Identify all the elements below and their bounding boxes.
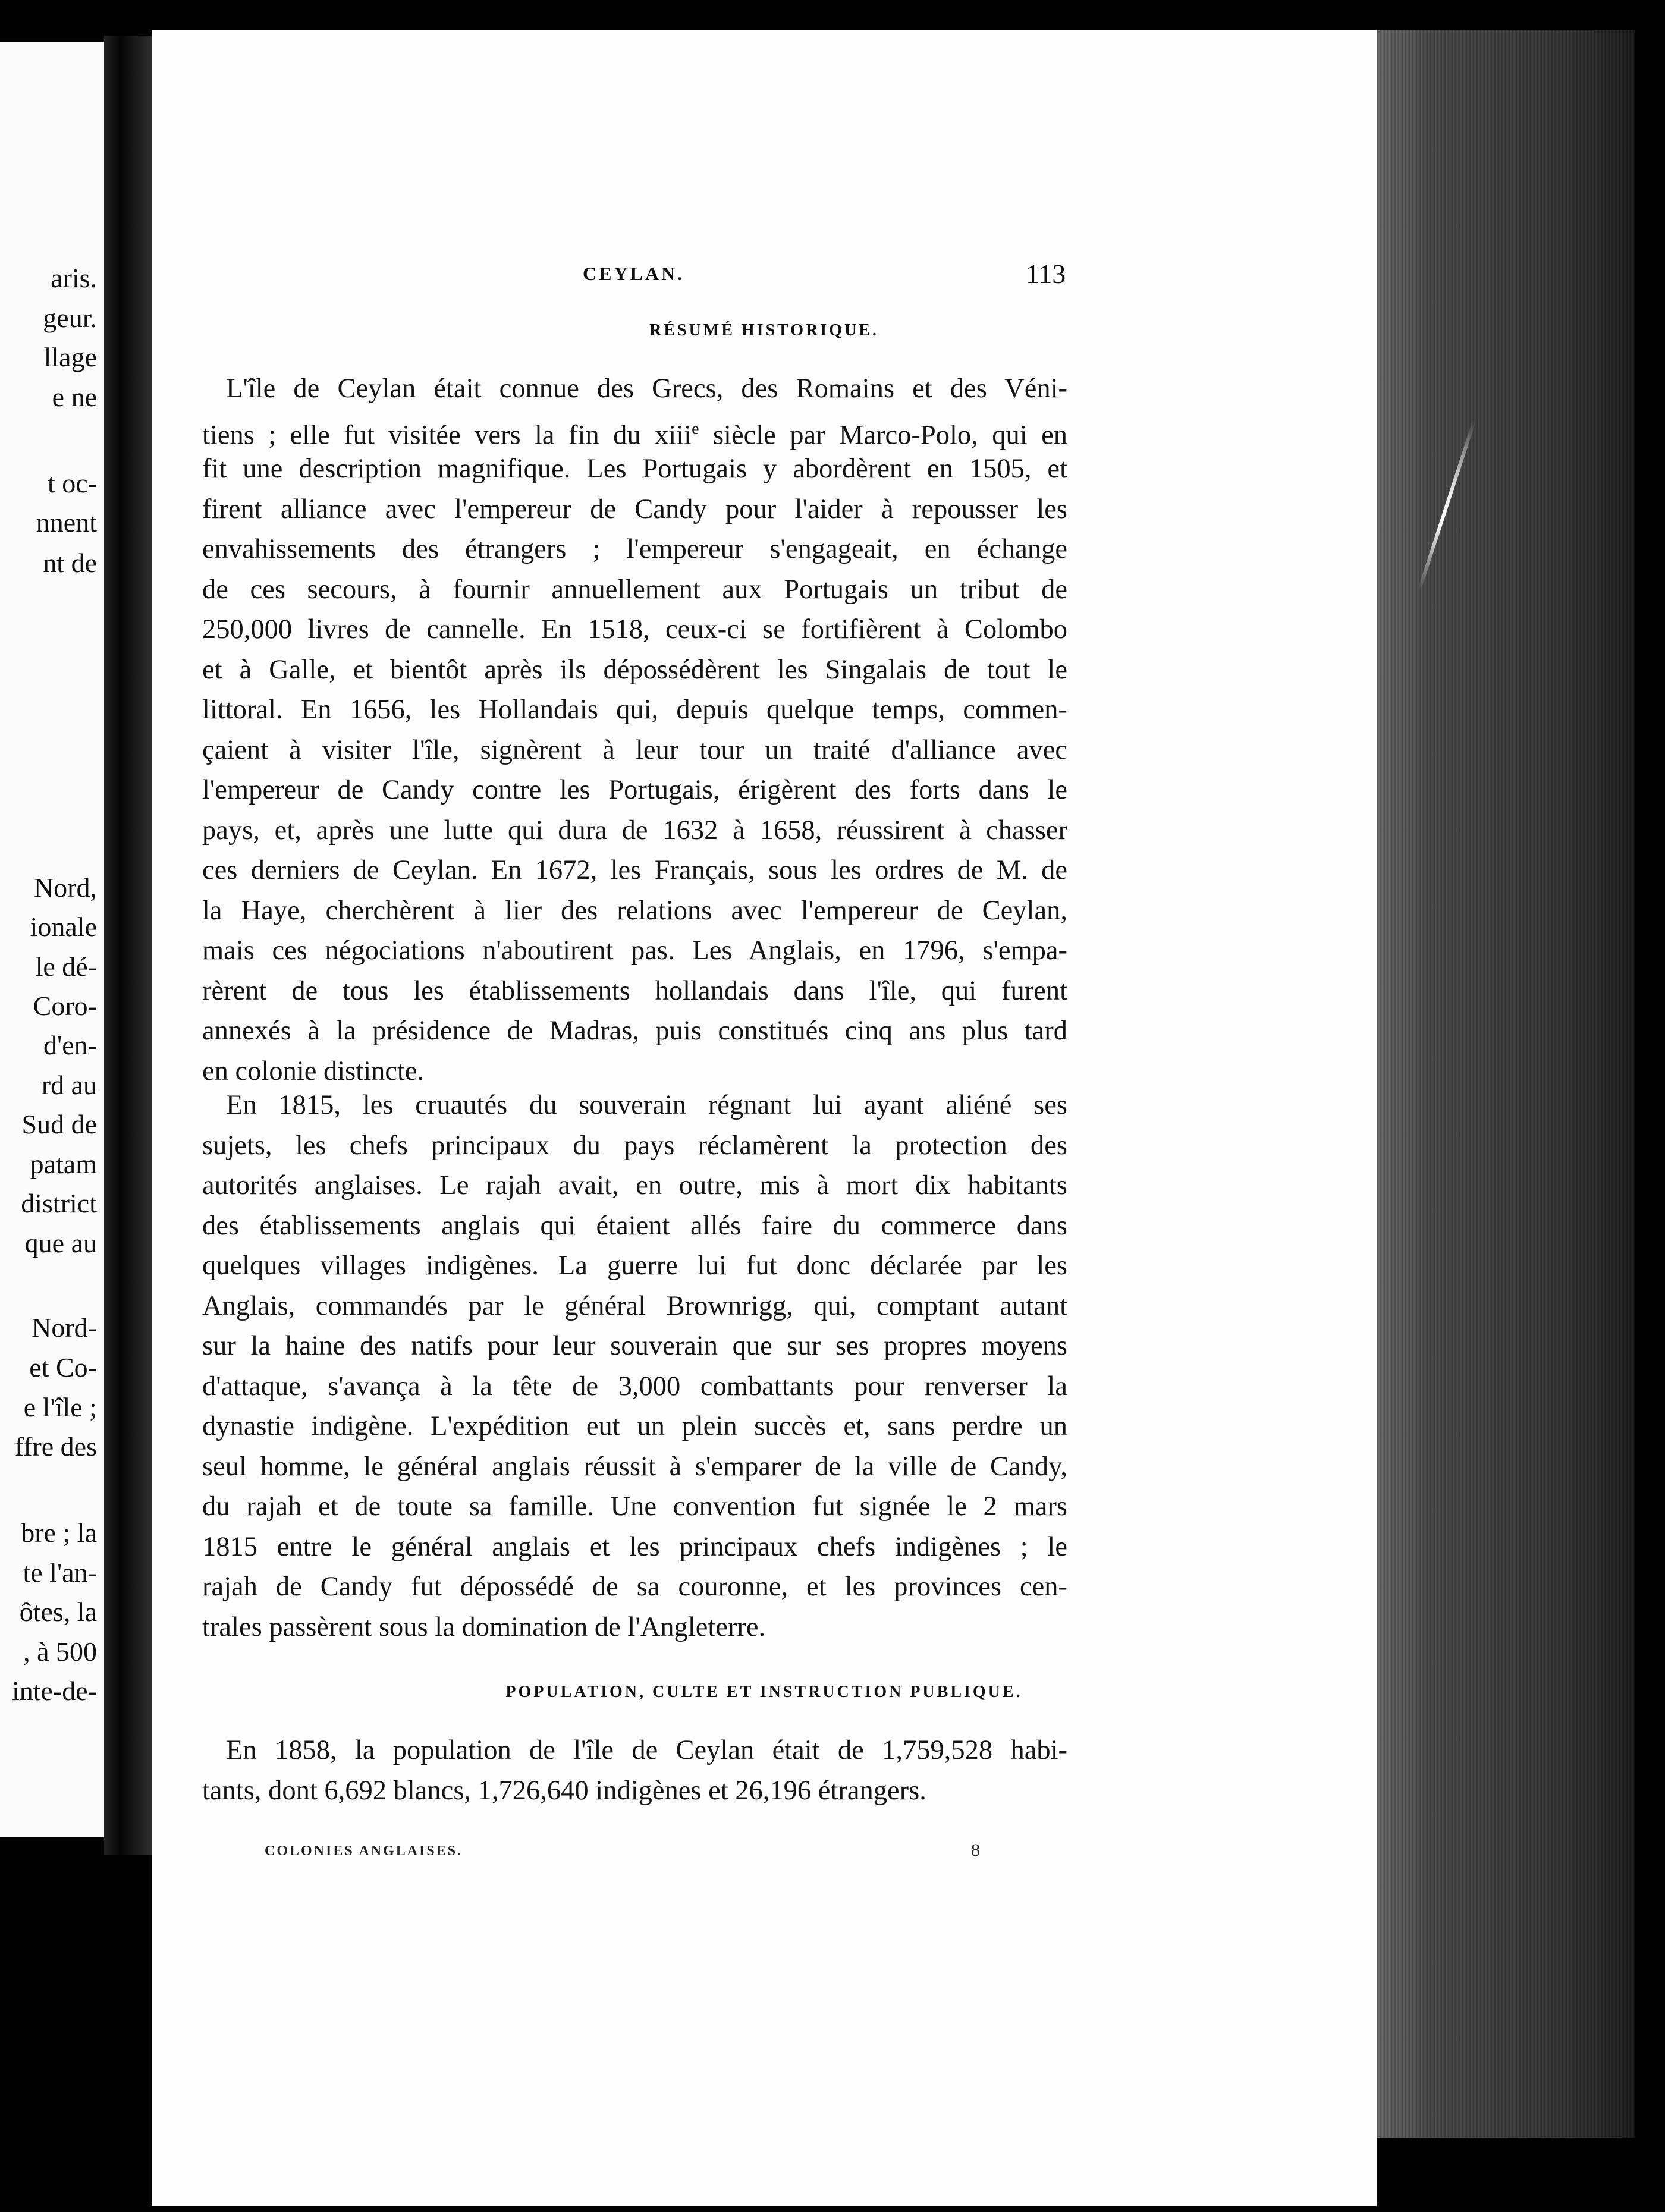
text-line: littoral. En 1656, les Hollandais qui, depuis quelque temps, commen- [202, 695, 1067, 725]
facing-page-line: district [21, 1188, 97, 1218]
facing-page-fragment [0, 42, 104, 1837]
text-line: 250,000 livres de cannelle. En 1518, ceux-ci se fortifièrent à Colombo [202, 614, 1067, 645]
facing-page-line: geur. [43, 303, 97, 333]
text-line: fit une description magnifique. Les Portugais y abordèrent en 1505, et [202, 454, 1067, 484]
facing-page-line: aris. [51, 263, 97, 293]
facing-page-line: Sud de [21, 1109, 97, 1139]
text-line: quelques villages indigènes. La guerre lui fut donc déclarée par les [202, 1250, 1067, 1281]
book-gutter [104, 36, 152, 1855]
facing-page-line: e ne [52, 382, 97, 412]
running-head: CEYLAN. [583, 263, 685, 284]
text-line: tiens ; elle fut visitée vers la fin du xiii$^e$ siècle par Marco-Polo, qui en [202, 419, 1067, 450]
facing-page-line: d'en- [43, 1030, 97, 1060]
text-line: seul homme, le général anglais réussit à s'emparer de la ville de Candy, [202, 1451, 1067, 1482]
facing-page-line: nt de [43, 548, 97, 578]
text-line: de ces secours, à fournir annuellement aux Portugais un tribut de [202, 574, 1067, 605]
text-line: du rajah et de toute sa famille. Une convention fut signée le 2 mars [202, 1491, 1067, 1522]
text-line: annexés à la présidence de Madras, puis constitués cinq ans plus tard [202, 1016, 1067, 1046]
text-line: autorités anglaises. Le rajah avait, en outre, mis à mort dix habitants [202, 1170, 1067, 1201]
facing-page-line: e l'île ; [23, 1392, 97, 1422]
text-line: des établissements anglais qui étaient allés faire du commerce dans [202, 1210, 1067, 1241]
text-line: rèrent de tous les établissements hollandais dans l'île, qui furent [202, 975, 1067, 1006]
paragraph-1815 [202, 1085, 1067, 1647]
footer-signature: 8 [971, 1840, 980, 1860]
paragraph-history [202, 369, 1067, 1091]
facing-page-line: Nord, [33, 872, 97, 903]
text-line: et à Galle, et bientôt après ils dépossédèrent les Singalais de tout le [202, 654, 1067, 685]
facing-page-line: ôtes, la [19, 1597, 97, 1627]
text-line: en colonie distincte. [202, 1055, 425, 1086]
text-line: dynastie indigène. L'expédition eut un plein succès et, sans perdre un [202, 1411, 1067, 1441]
page-header [152, 259, 1377, 293]
text-line: En 1815, les cruautés du souverain régnant lui ayant aliéné ses [226, 1090, 1067, 1120]
facing-page-line: le dé- [35, 951, 97, 982]
facing-page-line: bre ; la [21, 1517, 97, 1548]
text-line: sujets, les chefs principaux du pays réclamèrent la protection des [202, 1130, 1067, 1161]
facing-page-line: Nord- [32, 1312, 97, 1343]
facing-page-line: , à 500 [23, 1636, 97, 1667]
facing-page-line: nnent [36, 507, 97, 538]
text-line: la Haye, cherchèrent à lier des relations avec l'empereur de Ceylan, [202, 895, 1067, 926]
text-line: mais ces négociations n'aboutirent pas. Les Anglais, en 1796, s'empa- [202, 935, 1067, 966]
facing-page-line: rd au [41, 1070, 97, 1100]
facing-page-line: te l'an- [23, 1557, 97, 1588]
facing-page-line: que au [24, 1228, 97, 1258]
text-line: ces derniers de Ceylan. En 1672, les Français, sous les ordres de M. de [202, 855, 1067, 885]
book-page [152, 30, 1377, 2206]
text-line: trales passèrent sous la domination de l'Angleterre. [202, 1611, 766, 1642]
section-title-resume: RÉSUMÉ HISTORIQUE. [649, 321, 879, 340]
text-line: rajah de Candy fut dépossédé de sa couronne, et les provinces cen- [202, 1572, 1067, 1602]
text-line: Anglais, commandés par le général Brownrigg, qui, comptant autant [202, 1290, 1067, 1321]
text-line: pays, et, après une lutte qui dura de 1632 à 1658, réussirent à chasser [202, 815, 1067, 846]
facing-page-line: Coro- [33, 991, 97, 1021]
paragraph-population [202, 1730, 1067, 1811]
text-line: envahissements des étrangers ; l'empereur s'engageait, en échange [202, 534, 1067, 564]
footer-collection: COLONIES ANGLAISES. [265, 1843, 463, 1859]
facing-page-line: ffre des [14, 1431, 97, 1462]
section-title-population: POPULATION, CULTE ET INSTRUCTION PUBLIQUE. [505, 1683, 1023, 1701]
facing-page-line: inte-de- [11, 1676, 97, 1706]
page-number: 113 [1026, 259, 1066, 289]
text-line: çaient à visiter l'île, signèrent à leur tour un traité d'alliance avec [202, 734, 1067, 765]
facing-page-line: t oc- [47, 468, 97, 498]
text-line: d'attaque, s'avança à la tête de 3,000 combattants pour renverser la [202, 1371, 1067, 1402]
facing-page-line: ionale [30, 912, 97, 942]
facing-page-line: et Co- [29, 1352, 97, 1382]
facing-page-line: llage [43, 342, 97, 372]
text-line: tants, dont 6,692 blancs, 1,726,640 indigènes et 26,196 étrangers. [202, 1775, 926, 1806]
facing-page-line: patam [30, 1149, 97, 1179]
text-line: L'île de Ceylan était connue des Grecs, des Romains et des Véni- [226, 373, 1067, 404]
text-line: En 1858, la population de l'île de Ceylan était de 1,759,528 habi- [226, 1735, 1067, 1765]
text-line: firent alliance avec l'empereur de Candy pour l'aider à repousser les [202, 494, 1067, 524]
page-edges [1377, 30, 1635, 2138]
text-line: sur la haine des natifs pour leur souverain que sur ses propres moyens [202, 1331, 1067, 1361]
text-line: 1815 entre le général anglais et les principaux chefs indigènes ; le [202, 1531, 1067, 1562]
text-line: l'empereur de Candy contre les Portugais, érigèrent des forts dans le [202, 775, 1067, 805]
